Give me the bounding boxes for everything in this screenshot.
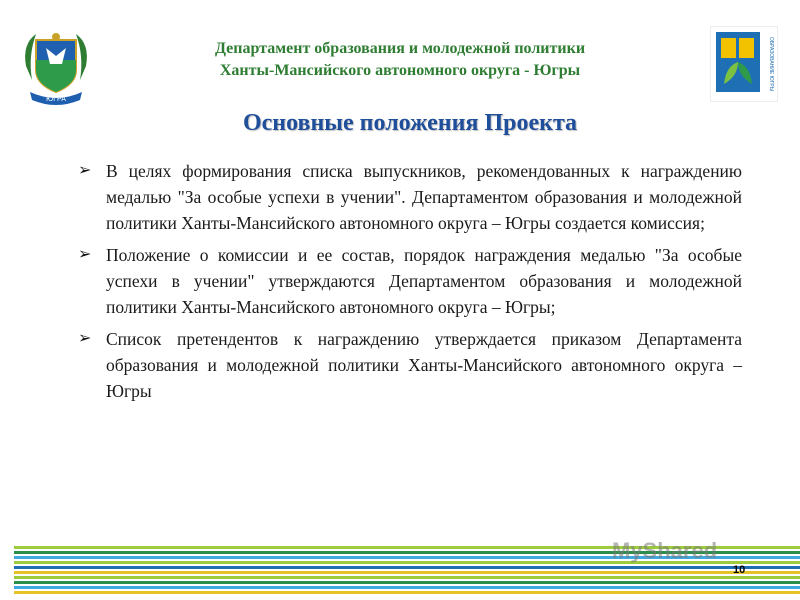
header-line-1: Департамент образования и молодежной политики [214,40,586,57]
watermark-text: MyShared [612,538,718,563]
education-logo-icon [710,26,778,102]
coat-of-arms-icon [18,26,94,108]
logo-banner-text: ЮГРА [46,96,66,103]
stripe [14,571,800,574]
stripe [14,591,800,594]
list-item [78,326,742,404]
list-item [78,242,742,320]
bullet-list [78,158,742,410]
logo-vertical-text: ОБРАЗОВАНИЕ ЮГРЫ [768,36,774,92]
slide-title: Основные положения Проекта [242,110,578,136]
header-line-2: Ханты-Мансийского автономного округа - Югры [219,62,581,79]
stripe [14,566,800,569]
bullet-text: Положение о комиссии и ее состав, порядок награждения медалью "За особые успехи в учении" утверждаются Департаментом образования и молодежной политики Ханты-Мансийского автономного округа – Югры; [106,245,742,317]
arrow-bullet-icon: ➢ [78,246,92,263]
stripe [14,586,800,589]
stripe [14,581,800,584]
department-header [120,38,680,82]
bullet-text: Список претендентов к награждению утверждается приказом Департамента образования и молодежной политики Ханты-Мансийского автономного округа – Югры [106,329,742,401]
list-item [78,158,742,236]
arrow-bullet-icon: ➢ [78,330,92,347]
bullet-text: В целях формирования списка выпускников, рекомендованных к награждению медалью "За особые успехи в учении". Департаментом образования и молодежной политики Ханты-Мансийского автономного округа – Югры создается комиссия; [106,161,742,233]
arrow-bullet-icon: ➢ [78,162,92,179]
stripe [14,576,800,579]
page-number: 10 [733,564,746,576]
